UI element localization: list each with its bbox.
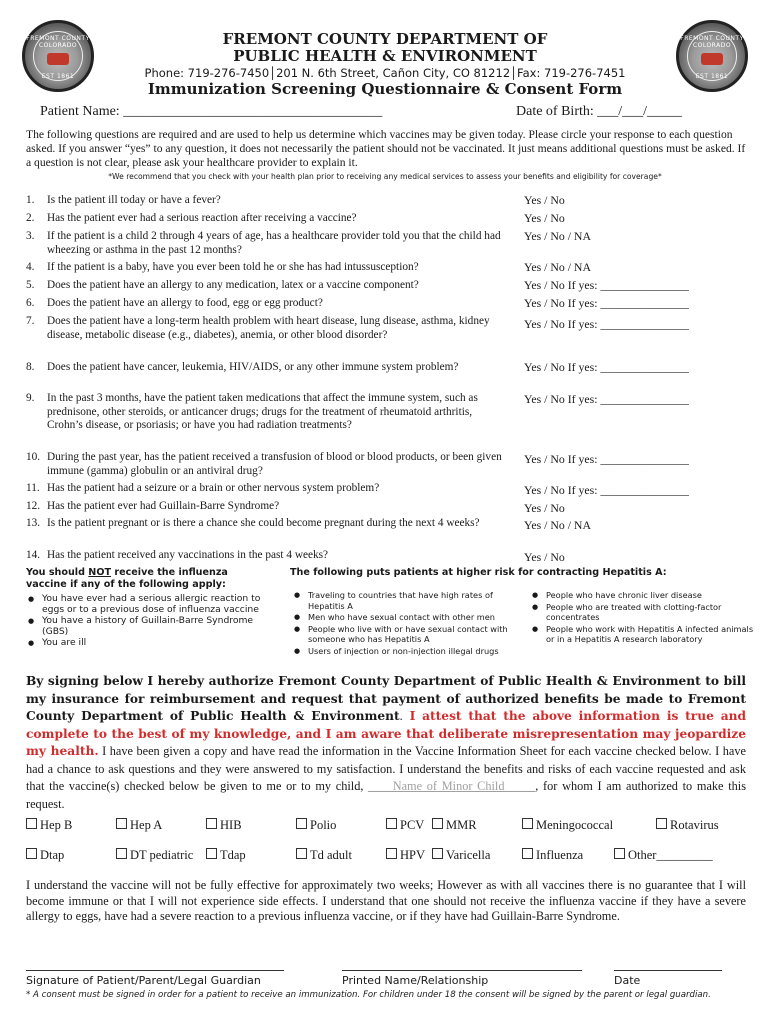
hepatitis-a-risk bbox=[290, 567, 754, 656]
printed-name-line[interactable] bbox=[342, 970, 582, 971]
hepatitis-a-risk-item: ● People who are treated with clotting-factor concentrates bbox=[546, 602, 761, 623]
vaccine-influenza-checkbox[interactable]: Influenza bbox=[522, 848, 583, 863]
answer-14[interactable]: Yes / No bbox=[524, 550, 565, 564]
answer-11[interactable]: Yes / No If yes: _______________ bbox=[524, 483, 689, 497]
question-9: 9. In the past 3 months, have the patient taken medications that affect the immune system, such as prednisone, other steroids, or anticancer drugs; drugs for the treatment of rheumatoid arthritis, Crohn’s disease, or psoriasis; or have you had radiation treatments? bbox=[26, 392, 478, 431]
question-1: 1. Is the patient ill today or have a fever? bbox=[26, 194, 221, 206]
county-seal-right: FREMONT COUNTY COLORADO EST 1861 bbox=[676, 20, 748, 92]
signature-label: Signature of Patient/Parent/Legal Guardian bbox=[26, 974, 261, 987]
answer-2[interactable]: Yes / No bbox=[524, 211, 565, 225]
question-5: 5. Does the patient have an allergy to any medication, latex or a vaccine component? bbox=[26, 279, 419, 291]
vaccine-dt-pediatric-checkbox[interactable]: DT pediatric bbox=[116, 848, 193, 863]
answer-8[interactable]: Yes / No If yes: _______________ bbox=[524, 360, 689, 374]
vaccine-tdap-checkbox[interactable]: Tdap bbox=[206, 848, 246, 863]
influenza-warning-item: ● You have ever had a serious allergic reaction to eggs or to a previous dose of influenza vaccine bbox=[42, 594, 266, 615]
hepatitis-a-risk-item: ● Traveling to countries that have high rates of Hepatitis A bbox=[308, 590, 518, 611]
question-13: 13. Is the patient pregnant or is there a chance she could become pregnant during the next 4 weeks? bbox=[26, 517, 480, 529]
question-3: 3. If the patient is a child 2 through 4 years of age, has a healthcare provider told you that the child had wheezing or asthma in the past 12 months? bbox=[26, 230, 501, 256]
answer-1[interactable]: Yes / No bbox=[524, 193, 565, 207]
consent-footnote: * A consent must be signed in order for a patient to receive an immunization. For children under 18 the consent will be signed by the parent or legal guardian. bbox=[26, 990, 711, 1000]
contact-line: Phone: 719-276-7450│201 N. 6th Street, Cañon City, CO 81212│Fax: 719-276-7451 bbox=[144, 66, 626, 80]
patient-name-field[interactable]: Patient Name: _____________________________________ bbox=[40, 104, 383, 119]
question-2: 2. Has the patient ever had a serious reaction after receiving a vaccine? bbox=[26, 212, 357, 224]
closing-paragraph: I understand the vaccine will not be fully effective for approximately two weeks; However as with all vaccines there is no guarantee that I will become immune or that I will not experience side effects. I understand that one should not receive the influenza vaccine if they have a severe allergy to eggs, have had a severe reaction to a previous influenza vaccine, or if they have had Guillain-Barre Syndrome. bbox=[26, 878, 746, 923]
hepatitis-a-heading: The following puts patients at higher risk for contracting Hepatitis A: bbox=[290, 567, 667, 578]
date-line[interactable] bbox=[614, 970, 722, 971]
county-seal-left: FREMONT COUNTY COLORADO EST 1861 bbox=[22, 20, 94, 92]
hepatitis-a-risk-item: ● People who have chronic liver disease bbox=[546, 590, 761, 601]
form-title: Immunization Screening Questionnaire & Consent Form bbox=[147, 80, 623, 98]
vaccine-mmr-checkbox[interactable]: MMR bbox=[432, 818, 477, 833]
question-14: 14. Has the patient received any vaccinations in the past 4 weeks? bbox=[26, 549, 329, 561]
minor-child-name-field[interactable]: ____Name of Minor Child_____ bbox=[368, 779, 536, 793]
question-4: 4. If the patient is a baby, have you ever been told he or she has had intussusception? bbox=[26, 261, 419, 273]
answer-3[interactable]: Yes / No / NA bbox=[524, 229, 591, 243]
coverage-note: *We recommend that you check with your health plan prior to receiving any medical services to assess your benefits and eligibility for coverage* bbox=[108, 172, 662, 181]
vaccine-hib-checkbox[interactable]: HIB bbox=[206, 818, 242, 833]
answer-10[interactable]: Yes / No If yes: _______________ bbox=[524, 452, 689, 466]
question-12: 12. Has the patient ever had Guillain-Barre Syndrome? bbox=[26, 500, 280, 512]
answer-5[interactable]: Yes / No If yes: _______________ bbox=[524, 278, 689, 292]
question-8: 8. Does the patient have cancer, leukemia, HIV/AIDS, or any other immune system problem? bbox=[26, 361, 459, 373]
department-name-line2: PUBLIC HEALTH & ENVIRONMENT bbox=[233, 47, 537, 65]
answer-9[interactable]: Yes / No If yes: _______________ bbox=[524, 392, 689, 406]
date-of-birth-field[interactable]: Date of Birth: ___/___/_____ bbox=[516, 104, 683, 119]
question-11: 11. Has the patient had a seizure or a brain or other nervous system problem? bbox=[26, 482, 380, 494]
vaccine-hpv-checkbox[interactable]: HPV bbox=[386, 848, 425, 863]
question-7: 7. Does the patient have a long-term health problem with heart disease, lung disease, asthma, kidney disease, metabolic disease (e.g., diabetes), anemia, or other blood disorder? bbox=[26, 315, 490, 341]
hepatitis-a-risk-item: ● Users of injection or non-injection illegal drugs bbox=[308, 646, 518, 657]
answer-13[interactable]: Yes / No / NA bbox=[524, 518, 591, 532]
vaccine-hep-a-checkbox[interactable]: Hep A bbox=[116, 818, 162, 833]
vaccine-pcv-checkbox[interactable]: PCV bbox=[386, 818, 424, 833]
printed-name-label: Printed Name/Relationship bbox=[342, 974, 489, 987]
vaccine-hep-b-checkbox[interactable]: Hep B bbox=[26, 818, 72, 833]
vaccine-polio-checkbox[interactable]: Polio bbox=[296, 818, 336, 833]
department-name-line1: FREMONT COUNTY DEPARTMENT OF bbox=[222, 30, 548, 48]
vaccine-other-checkbox[interactable]: Other_________ bbox=[614, 848, 713, 863]
hepatitis-a-risk-item: ● People who work with Hepatitis A infected animals or in a Hepatitis A research laboratory bbox=[546, 624, 761, 645]
question-6: 6. Does the patient have an allergy to food, egg or egg product? bbox=[26, 297, 323, 309]
authorization-paragraph: By signing below I hereby authorize Fremont County Department of Public Health & Environment to bill my insurance for reimbursement and request that payment of authorized benefits be made to Fremont County Department of Public Health & Environment. I attest that the above information is true and complete to the best of my knowledge, and I am aware that deliberate misrepresentation may jeopardize my health. I have been given a copy and have read the information in the Vaccine Information Sheet for each vaccine checked below. I have had a chance to ask questions and they were answered to my satisfaction. I understand the benefits and risks of each vaccine requested and ask that the vaccine(s) checked below be given to me or to my child, ____Name of Minor Child_____, for whom I am authorized to make this request. bbox=[26, 674, 746, 811]
influenza-warning bbox=[26, 567, 266, 650]
influenza-warning-heading: You should NOT receive the influenza vaccine if any of the following apply: bbox=[26, 567, 228, 590]
date-label: Date bbox=[614, 974, 641, 987]
vaccine-varicella-checkbox[interactable]: Varicella bbox=[432, 848, 490, 863]
vaccine-td-adult-checkbox[interactable]: Td adult bbox=[296, 848, 352, 863]
vaccine-dtap-checkbox[interactable]: Dtap bbox=[26, 848, 64, 863]
answer-6[interactable]: Yes / No If yes: _______________ bbox=[524, 296, 689, 310]
vaccine-meningococcal-checkbox[interactable]: Meningococcal bbox=[522, 818, 613, 833]
answer-12[interactable]: Yes / No bbox=[524, 501, 565, 515]
signature-line[interactable] bbox=[26, 970, 284, 971]
influenza-warning-item: ● You are ill bbox=[42, 638, 266, 649]
vaccine-rotavirus-checkbox[interactable]: Rotavirus bbox=[656, 818, 719, 833]
hepatitis-a-risk-item: ● People who live with or have sexual contact with someone who has Hepatitis A bbox=[308, 624, 518, 645]
intro-paragraph: The following questions are required and are used to help us determine which vaccines may be given today. Please circle your response to each question asked. If you answer “yes” to any question, it does not necessarily the patient should not be vaccinated. It just means additional questions must be asked. If a question is not clear, please ask your healthcare provider to explain it. bbox=[26, 128, 746, 169]
answer-7[interactable]: Yes / No If yes: _______________ bbox=[524, 317, 689, 331]
hepatitis-a-risk-item: ● Men who have sexual contact with other men bbox=[308, 612, 518, 623]
influenza-warning-item: ● You have a history of Guillain-Barre Syndrome (GBS) bbox=[42, 616, 266, 637]
answer-4[interactable]: Yes / No / NA bbox=[524, 260, 591, 274]
question-10: 10. During the past year, has the patient received a transfusion of blood or blood products, or been given immune (gamma) globulin or an antiviral drug? bbox=[26, 451, 502, 477]
